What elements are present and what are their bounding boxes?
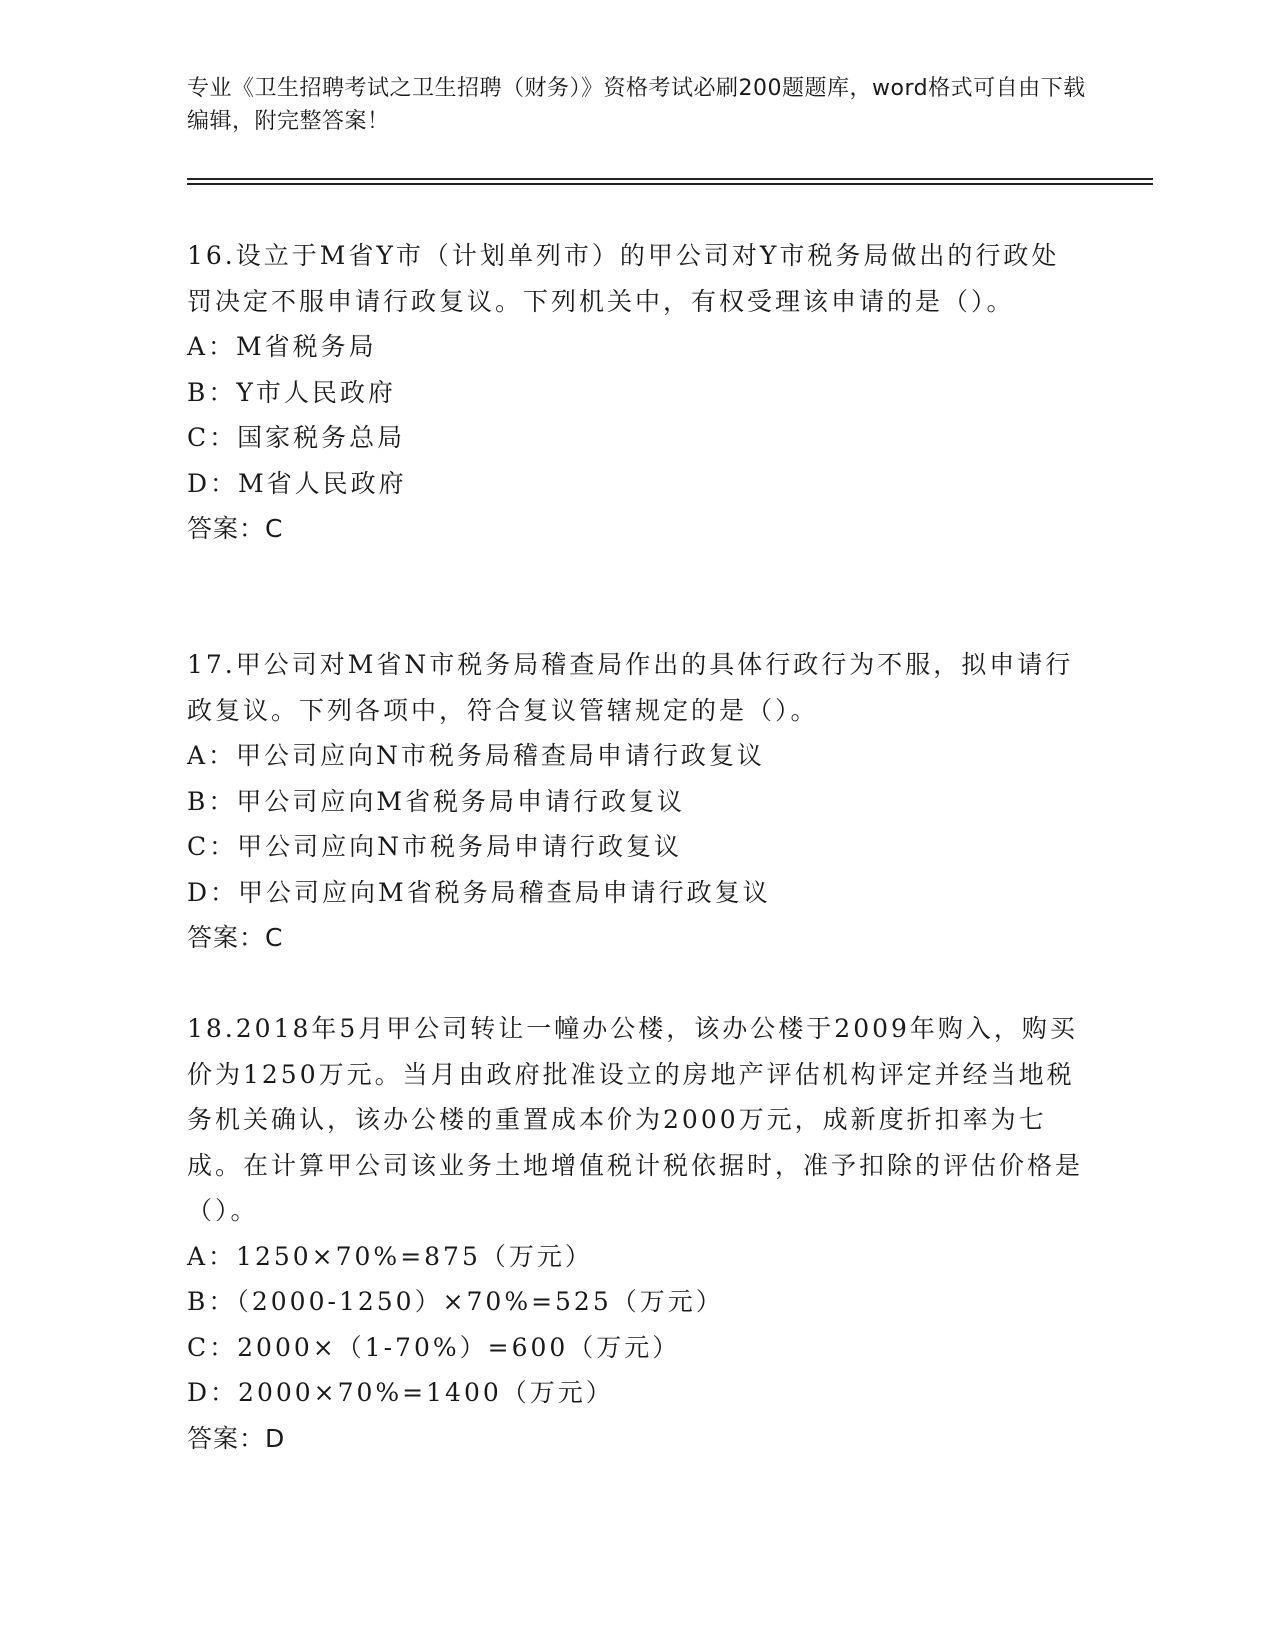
question-stem: 16.设立于M省Y市（计划单列市）的甲公司对Y市税务局做出的行政处罚决定不服申请行政复议。下列机关中，有权受理该申请的是（）。 xyxy=(187,241,1060,316)
option-d: D：2000×70%=1400（万元） xyxy=(187,1378,614,1407)
document-header: 专业《卫生招聘考试之卫生招聘（财务）》资格考试必刷200题题库，word格式可自由下载编辑，附完整答案！ xyxy=(187,76,1086,134)
option-c: C：甲公司应向N市税务局申请行政复议 xyxy=(187,832,683,861)
question-17 xyxy=(187,642,1087,961)
question-stem: 17.甲公司对M省N市税务局稽查局作出的具体行政行为不服，拟申请行政复议。下列各项中，符合复议管辖规定的是（）。 xyxy=(187,650,1074,725)
header-divider-top xyxy=(187,178,1153,180)
question-16 xyxy=(187,233,1087,552)
option-c: C：国家税务总局 xyxy=(187,423,406,452)
answer: 答案：C xyxy=(187,514,284,543)
option-b: B：甲公司应向M省税务局申请行政复议 xyxy=(187,786,685,816)
answer: 答案：C xyxy=(187,923,284,952)
question-stem: 18.2018年5月甲公司转让一幢办公楼，该办公楼于2009年购入，购买价为1250万元。当月由政府批准设立的房地产评估机构评定并经当地税务机关确认，该办公楼的重置成本价为2000万元，成新度折扣率为七成。在计算甲公司该业务土地增值税计税依据时，准予扣除的评估价格是（）。 xyxy=(187,1014,1084,1225)
option-a: A：甲公司应向N市税务局稽查局申请行政复议 xyxy=(187,741,765,770)
option-c: C：2000×（1-70%）=600（万元） xyxy=(187,1332,681,1362)
question-18 xyxy=(187,1006,1087,1461)
option-a: A：1250×70%=875（万元） xyxy=(187,1241,593,1271)
option-b: B：Y市人民政府 xyxy=(187,377,396,407)
option-d: D：甲公司应向M省税务局稽查局申请行政复议 xyxy=(187,877,771,907)
option-d: D：M省人民政府 xyxy=(187,468,407,498)
option-b: B：（2000-1250）×70%=525（万元） xyxy=(187,1287,724,1316)
header-divider-bottom xyxy=(187,183,1153,185)
option-a: A：M省税务局 xyxy=(187,332,377,361)
answer: 答案：D xyxy=(187,1423,286,1453)
